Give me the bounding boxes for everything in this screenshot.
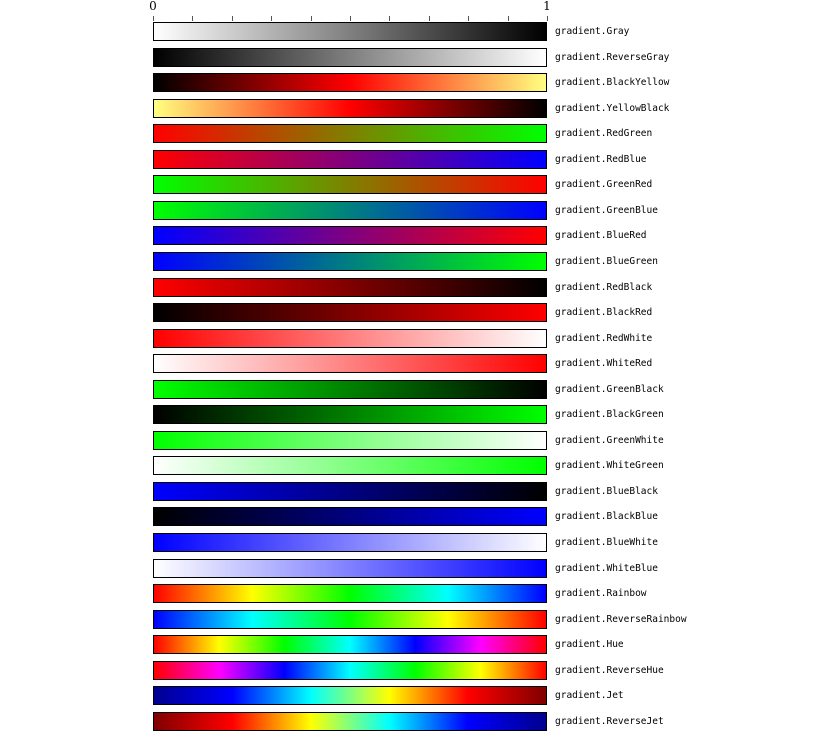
gradient-bar bbox=[153, 712, 547, 731]
gradient-name: gradient.BlueGreen bbox=[555, 255, 658, 267]
gradient-bar bbox=[153, 150, 547, 169]
gradient-bar bbox=[153, 73, 547, 92]
gradient-name: gradient.BlueRed bbox=[555, 230, 647, 242]
gradient-name: gradient.Jet bbox=[555, 690, 624, 702]
gradient-bar bbox=[153, 124, 547, 143]
gradient-name: gradient.YellowBlack bbox=[555, 102, 670, 114]
axis-min-label: 0 bbox=[149, 0, 157, 13]
gradient-name: gradient.BlueWhite bbox=[555, 537, 658, 548]
gradient-bar bbox=[153, 686, 547, 705]
axis-tick bbox=[429, 16, 430, 21]
gradient-name: gradient.GreenRed bbox=[555, 179, 653, 191]
axis-tick bbox=[271, 16, 272, 21]
gradient-name: gradient.RedGreen bbox=[555, 128, 653, 140]
gradient-bar bbox=[153, 610, 547, 629]
gradient-name: gradient.Gray bbox=[555, 26, 630, 37]
gradient-name: gradient.ReverseRainbow bbox=[555, 613, 687, 625]
gradient-name: gradient.BlueBlack bbox=[555, 485, 658, 497]
gradient-bar bbox=[153, 507, 547, 526]
gradient-name: gradient.ReverseGray bbox=[555, 51, 670, 63]
gradient-bar bbox=[153, 175, 547, 194]
gradient-name: gradient.GreenBlack bbox=[555, 383, 664, 395]
gradient-name: gradient.ReverseHue bbox=[555, 664, 664, 676]
gradient-name: gradient.BlackGreen bbox=[555, 409, 664, 421]
gradient-name: gradient.RedBlue bbox=[555, 153, 647, 165]
axis-tick bbox=[350, 16, 351, 21]
gradient-name: gradient.WhiteBlue bbox=[555, 562, 658, 574]
gradient-name: gradient.WhiteRed bbox=[555, 358, 653, 370]
gradient-bar bbox=[153, 99, 547, 118]
axis-tick bbox=[547, 16, 548, 21]
axis-max-label: 1 bbox=[543, 0, 551, 13]
gradient-name: gradient.RedWhite bbox=[555, 332, 653, 344]
axis-tick bbox=[192, 16, 193, 21]
gradient-bar bbox=[153, 635, 547, 654]
gradient-bar bbox=[153, 303, 547, 322]
gradient-bar bbox=[153, 661, 547, 680]
gradient-bar bbox=[153, 380, 547, 399]
gradient-name: gradient.GreenWhite bbox=[555, 434, 664, 446]
gradient-name: gradient.ReverseJet bbox=[555, 715, 664, 727]
axis-tick bbox=[153, 16, 154, 21]
gradient-bar bbox=[153, 456, 547, 475]
gradient-name: gradient.WhiteGreen bbox=[555, 460, 664, 472]
gradient-bar bbox=[153, 405, 547, 424]
gradient-bar bbox=[153, 329, 547, 348]
gradient-bar bbox=[153, 201, 547, 220]
gradient-name: gradient.BlackBlue bbox=[555, 511, 658, 523]
axis-tick bbox=[311, 16, 312, 21]
gradient-name: gradient.Hue bbox=[555, 639, 624, 651]
gradient-name: gradient.BlackRed bbox=[555, 307, 653, 319]
gradient-bar bbox=[153, 226, 547, 245]
gradient-bar bbox=[153, 584, 547, 603]
gradient-bar bbox=[153, 431, 547, 450]
gradient-bar bbox=[153, 278, 547, 297]
gradient-bar bbox=[153, 482, 547, 501]
gradient-bar bbox=[153, 252, 547, 271]
gradient-bar bbox=[153, 48, 547, 67]
gradient-bar bbox=[153, 354, 547, 373]
axis-tick bbox=[232, 16, 233, 21]
axis-tick bbox=[508, 16, 509, 21]
gradient-bar bbox=[153, 533, 547, 552]
gradient-name: gradient.GreenBlue bbox=[555, 204, 658, 216]
gradient-name: gradient.Rainbow bbox=[555, 588, 647, 600]
axis-tick bbox=[468, 16, 469, 21]
gradient-bar bbox=[153, 22, 547, 41]
gradient-name: gradient.BlackYellow bbox=[555, 77, 670, 89]
gradient-name: gradient.RedBlack bbox=[555, 281, 653, 293]
axis-tick bbox=[389, 16, 390, 21]
gradient-bar bbox=[153, 559, 547, 578]
